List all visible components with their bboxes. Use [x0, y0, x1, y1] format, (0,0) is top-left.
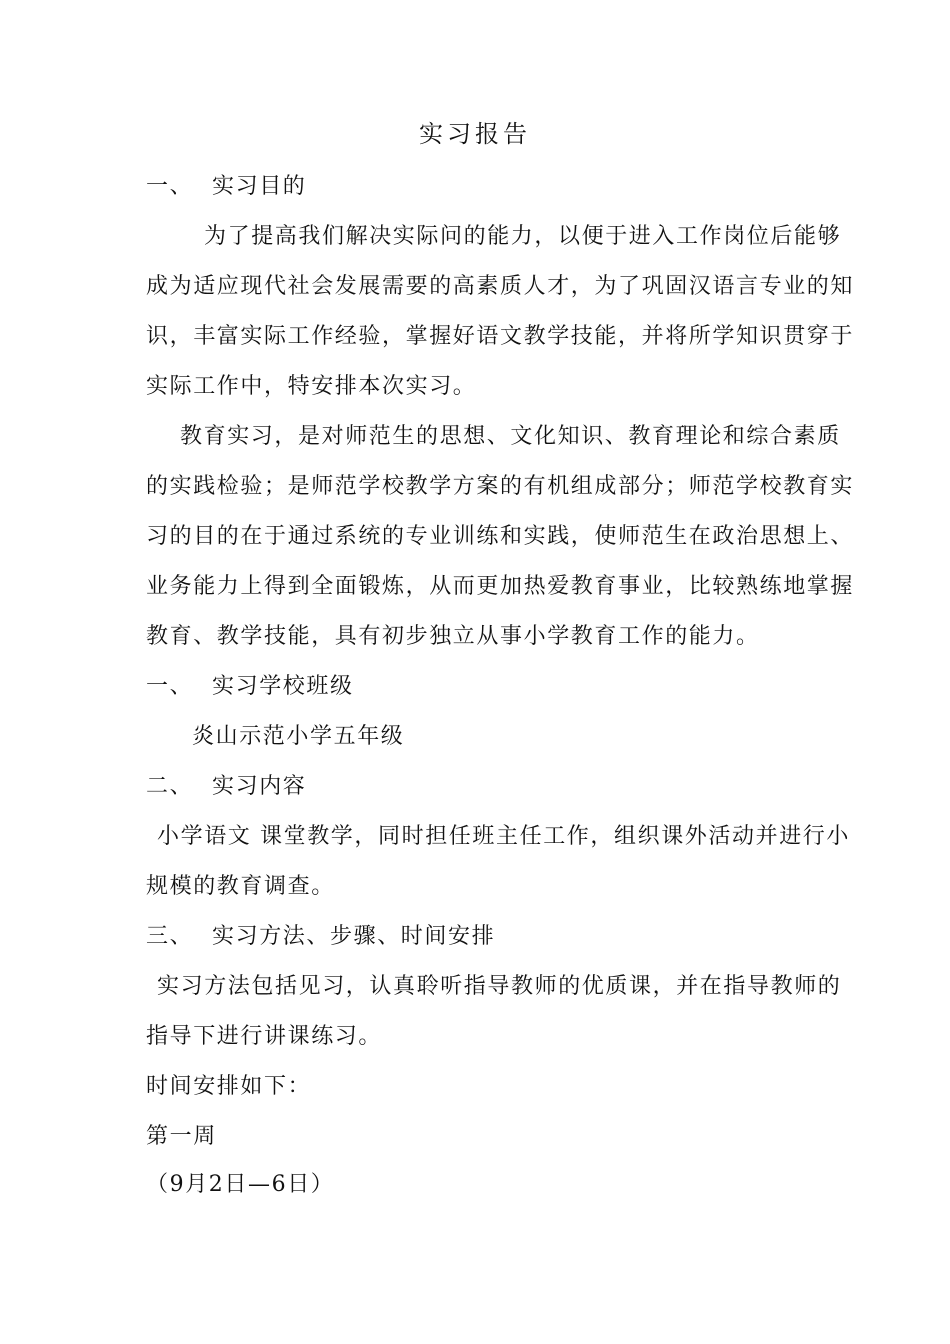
paragraph-line: 教育实习，是对师范生的思想、文化知识、教育理论和综合素质: [180, 424, 841, 449]
paragraph-line: 识，丰富实际工作经验，掌握好语文教学技能，并将所学知识贯穿于: [146, 324, 855, 349]
section-heading-school: [146, 672, 354, 702]
week-label: 第一周: [146, 1124, 217, 1149]
section-heading-purpose: [146, 172, 306, 202]
section-number: 一、: [146, 674, 194, 699]
page-title: 实习报告: [419, 120, 531, 148]
section-title: 实习方法、步骤、时间安排: [212, 924, 496, 949]
section-title: 实习内容: [212, 774, 307, 799]
paragraph-line: 指导下进行讲课练习。: [146, 1024, 383, 1049]
paragraph-line: 业务能力上得到全面锻炼，从而更加热爱教育事业，比较熟练地掌握: [146, 574, 855, 599]
paragraph-line: 小学语文 课堂教学，同时担任班主任工作，组织课外活动并进行小: [157, 824, 850, 849]
paragraph-line: 为了提高我们解决实际问的能力，以便于进入工作岗位后能够: [204, 224, 842, 249]
paragraph-line: 成为适应现代社会发展需要的高素质人才，为了巩固汉语言专业的知: [146, 274, 855, 299]
schedule-intro: 时间安排如下：: [146, 1074, 312, 1099]
paragraph-line: 规模的教育调查。: [146, 874, 335, 899]
paragraph-line: 习的目的在于通过系统的专业训练和实践，使师范生在政治思想上、: [146, 524, 855, 549]
paragraph-line: 实际工作中，特安排本次实习。: [146, 374, 477, 399]
paragraph-line: 的实践检验；是师范学校教学方案的有机组成部分；师范学校教育实: [146, 474, 855, 499]
section-heading-content: [146, 772, 306, 802]
section-title: 实习学校班级: [212, 674, 354, 699]
week-dates: （9月2日—6日）: [146, 1172, 335, 1197]
section-number: 二、: [146, 774, 194, 799]
paragraph-line: 教育、教学技能，具有初步独立从事小学教育工作的能力。: [146, 624, 760, 649]
paragraph-line: 实习方法包括见习，认真聆听指导教师的优质课，并在指导教师的: [157, 974, 842, 999]
section-number: 三、: [146, 924, 194, 949]
school-name: 炎山示范小学五年级: [192, 724, 405, 749]
section-title: 实习目的: [212, 174, 307, 199]
section-number: 一、: [146, 174, 194, 199]
section-heading-method: [146, 922, 495, 952]
